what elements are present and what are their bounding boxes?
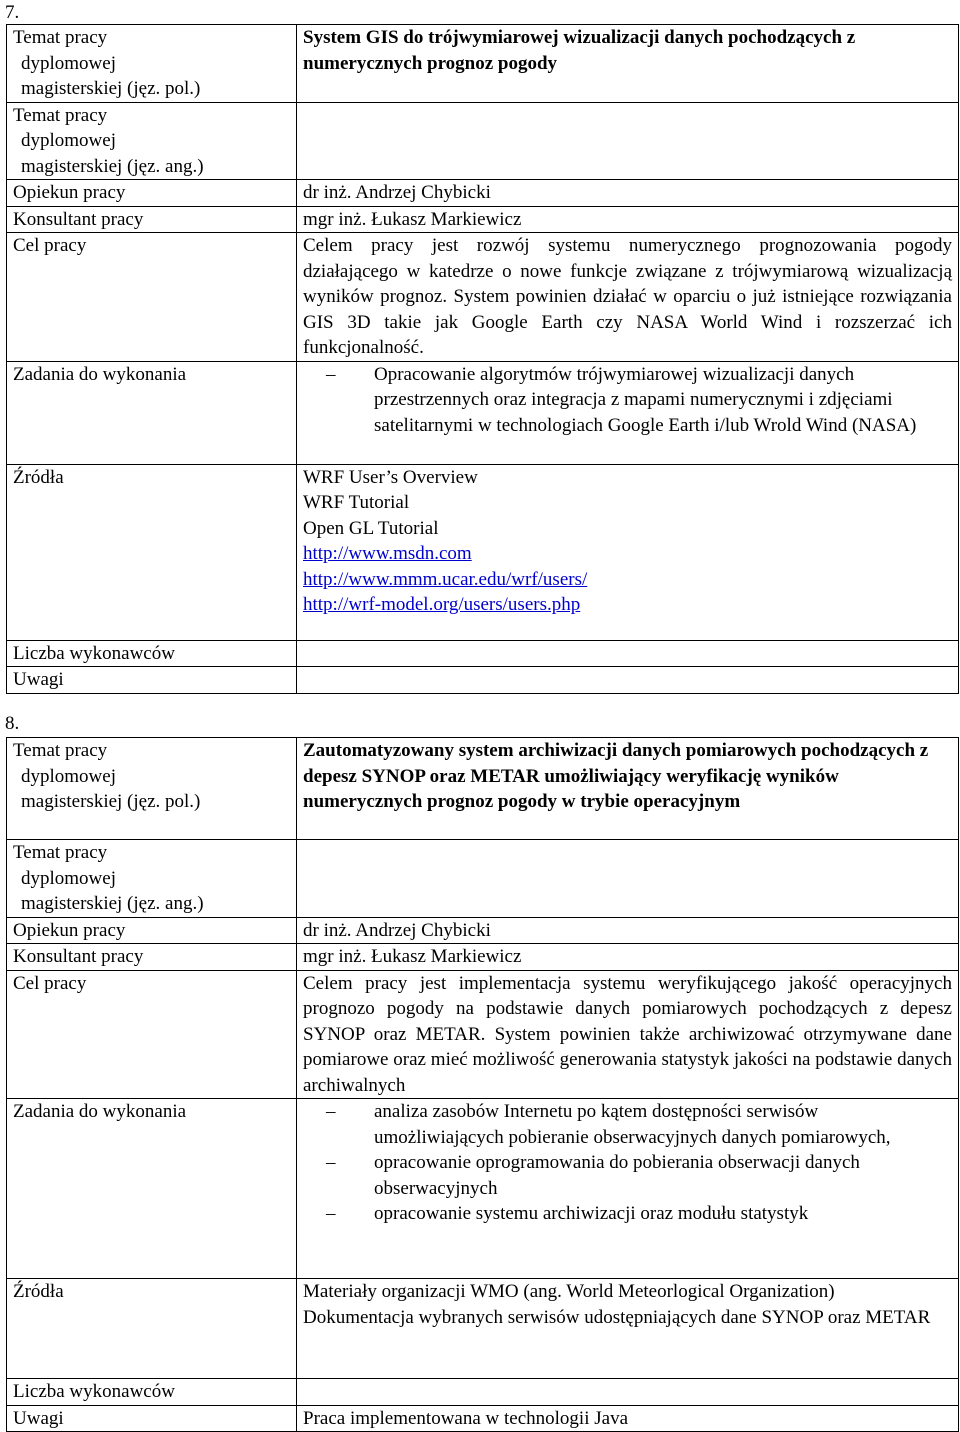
value-sources (297, 464, 959, 640)
value-title-en (297, 840, 959, 918)
value-goal: Celem pracy jest rozwój systemu numerycznego prognozowania pogody działającego w katedrze o nowe funkcje związane z trójwymiarową wizualizacją wyników prognoz. System powinien działać w oparciu o już istniejące rozwiązania GIS 3D takie jak Google Earth czy NASA World Wind i rozszerzać ich funkcjonalność. (297, 233, 959, 362)
row-notes (7, 667, 959, 694)
row-title-pl (7, 738, 959, 840)
row-goal (7, 233, 959, 362)
label-count: Liczba wykonawców (7, 640, 297, 667)
label-supervisor: Opiekun pracy (7, 917, 297, 944)
label-sources: Źródła (7, 464, 297, 640)
label-count: Liczba wykonawców (7, 1379, 297, 1406)
source-text: Open GL Tutorial (303, 517, 439, 539)
task-text: Opracowanie algorytmów trójwymiarowej wizualizacji danych przestrzennych oraz integracja z mapami numerycznymi i zdjęciami satelitarnymi w technologiach Google Earth i/lub Wrold Wind (NASA) (374, 363, 917, 436)
source-text: Dokumentacja wybranych serwisów udostępniających dane SYNOP oraz METAR (303, 1306, 931, 1328)
label-title-pl: Temat pracy dyplomowej magisterskiej (jęz. pol.) (7, 738, 297, 840)
section-7-number: 7. (5, 2, 20, 23)
task-item (326, 362, 952, 439)
task-dash: – (326, 1203, 336, 1224)
row-title-pl (7, 25, 959, 103)
task-text: opracowanie systemu archiwizacji oraz modułu statystyk (374, 1203, 809, 1224)
section-7-table (6, 24, 959, 694)
source-text: WRF User’s Overview (303, 466, 478, 488)
row-tasks (7, 1099, 959, 1279)
row-consultant (7, 206, 959, 233)
value-consultant: mgr inż. Łukasz Markiewicz (297, 944, 959, 971)
task-item (326, 1099, 952, 1150)
row-tasks (7, 361, 959, 464)
row-title-en (7, 102, 959, 180)
value-supervisor: dr inż. Andrzej Chybicki (297, 180, 959, 207)
label-tasks: Zadania do wykonania (7, 1099, 297, 1279)
source-link-wrf-model[interactable]: http://wrf-model.org/users/users.php (303, 594, 581, 615)
source-text: Materiały organizacji WMO (ang. World Meteorlogical Organization) (303, 1281, 835, 1302)
row-supervisor (7, 180, 959, 207)
section-8-number: 8. (5, 713, 20, 734)
value-sources (297, 1279, 959, 1379)
source-text: WRF Tutorial (303, 492, 410, 513)
row-title-en (7, 840, 959, 918)
label-supervisor: Opiekun pracy (7, 180, 297, 207)
value-title-en (297, 102, 959, 180)
label-consultant: Konsultant pracy (7, 206, 297, 233)
value-tasks (297, 361, 959, 464)
task-text: opracowanie oprogramowania do pobierania obserwacji danych obserwacyjnych (374, 1152, 860, 1199)
label-notes: Uwagi (7, 1405, 297, 1432)
label-notes: Uwagi (7, 667, 297, 694)
value-title-pl: Zautomatyzowany system archiwizacji danych pomiarowych pochodzących z depesz SYNOP oraz METAR umożliwiający weryfikację wyników numerycznych prognoz pogody w trybie operacyjnym (297, 738, 959, 840)
task-dash: – (326, 363, 336, 385)
source-link-ucar[interactable]: http://www.mmm.ucar.edu/wrf/users/ (303, 568, 588, 590)
row-sources (7, 1279, 959, 1379)
label-goal: Cel pracy (7, 233, 297, 362)
task-item (326, 1201, 952, 1227)
value-notes: Praca implementowana w technologii Java (297, 1405, 959, 1432)
task-item (326, 1150, 952, 1201)
row-count (7, 1379, 959, 1406)
row-consultant (7, 944, 959, 971)
task-text: analiza zasobów Internetu po kątem dostępności serwisów umożliwiających pobieranie obserwacyjnych danych pomiarowych, (374, 1101, 891, 1148)
label-title-en: Temat pracy dyplomowej magisterskiej (jęz. ang.) (7, 102, 297, 180)
task-dash: – (326, 1101, 336, 1122)
label-consultant: Konsultant pracy (7, 944, 297, 971)
task-dash: – (326, 1152, 336, 1173)
value-goal: Celem pracy jest implementacja systemu weryfikującego jakość operacyjnych prognozo pogody na podstawie danych pomiarowych pochodzących z depesz SYNOP oraz METAR. System powinien także archiwizować otrzymywane dane pomiarowe oraz mieć możliwość generowania statystyk jakości na podstawie danych archiwalnych (297, 970, 959, 1099)
section-8-table (6, 737, 959, 1432)
row-sources (7, 464, 959, 640)
label-sources: Źródła (7, 1279, 297, 1379)
label-title-en: Temat pracy dyplomowej magisterskiej (jęz. ang.) (7, 840, 297, 918)
source-link-msdn[interactable]: http://www.msdn.com (303, 543, 472, 564)
label-goal: Cel pracy (7, 970, 297, 1099)
label-tasks: Zadania do wykonania (7, 361, 297, 464)
value-notes (297, 667, 959, 694)
row-notes (7, 1405, 959, 1432)
value-count (297, 640, 959, 667)
value-title-pl: System GIS do trójwymiarowej wizualizacji danych pochodzących z numerycznych prognoz pogody (297, 25, 959, 103)
row-goal (7, 970, 959, 1099)
value-count (297, 1379, 959, 1406)
value-supervisor: dr inż. Andrzej Chybicki (297, 917, 959, 944)
label-title-pl: Temat pracy dyplomowej magisterskiej (jęz. pol.) (7, 25, 297, 103)
row-supervisor (7, 917, 959, 944)
row-count (7, 640, 959, 667)
value-consultant: mgr inż. Łukasz Markiewicz (297, 206, 959, 233)
value-tasks (297, 1099, 959, 1279)
